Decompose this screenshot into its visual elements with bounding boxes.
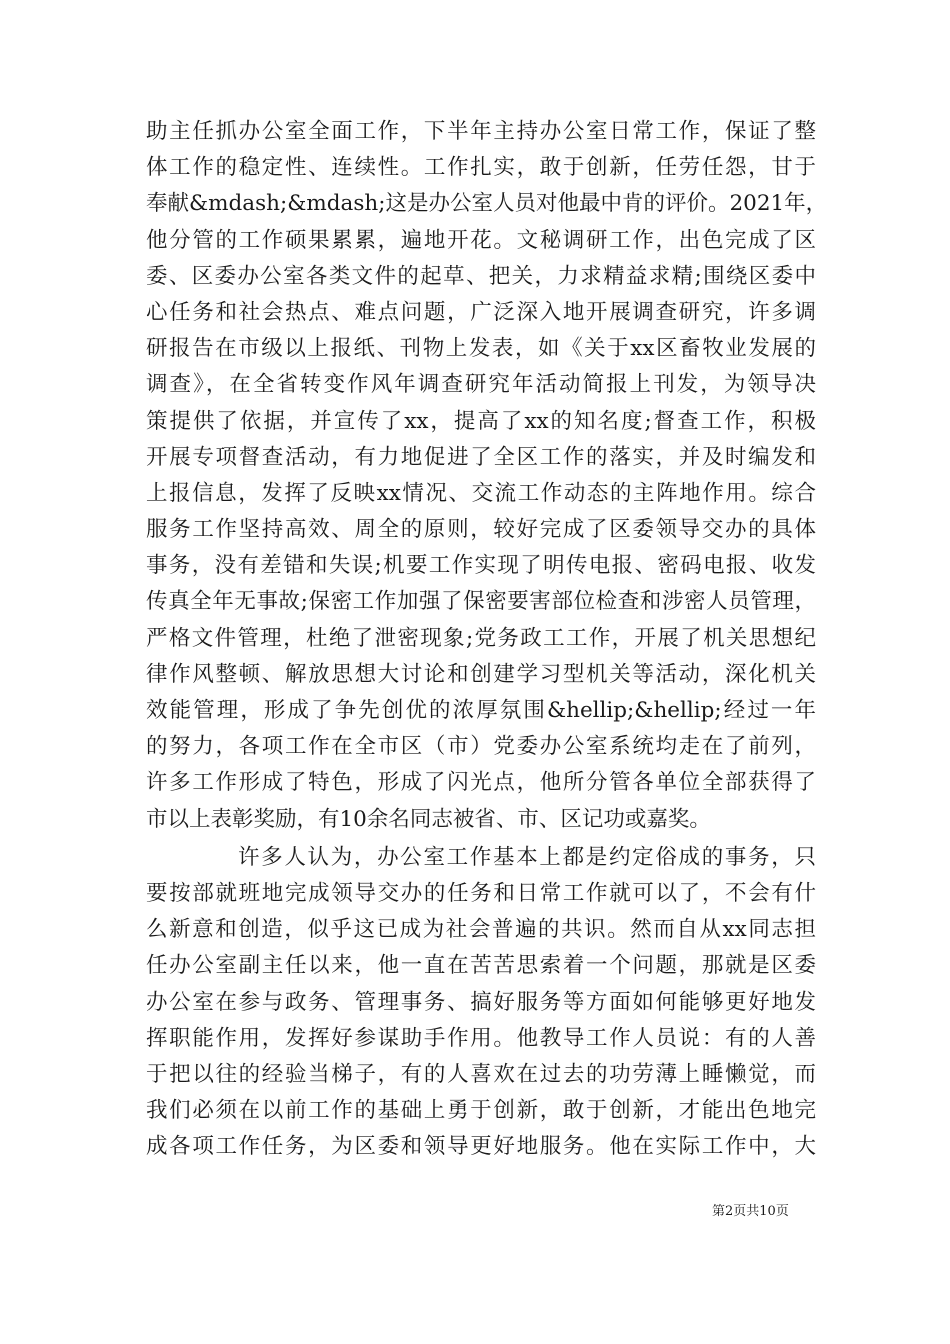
text-line: 任办公室副主任以来，他一直在苦苦思索着一个问题，那就是区委 (146, 953, 816, 979)
text-line: 我们必须在以前工作的基础上勇于创新，敢于创新，才能出色地完 (146, 1098, 816, 1124)
text-line: 心任务和社会热点、难点问题，广泛深入地开展调查研究，许多调 (146, 299, 816, 325)
text-line: 奉献&mdash;&mdash;这是办公室人员对他最中肯的评价。2021年， (146, 191, 828, 217)
text-line: 开展专项督查活动，有力地促进了全区工作的落实，并及时编发和 (146, 444, 816, 470)
text-line: 么新意和创造，似乎这已成为社会普遍的共识。然而自从xx同志担 (146, 917, 816, 943)
text-line: 服务工作坚持高效、周全的原则，较好完成了区委领导交办的具体 (146, 517, 816, 543)
text-line: 要按部就班地完成领导交办的任务和日常工作就可以了，不会有什 (146, 880, 816, 906)
paragraph-2 (146, 840, 816, 1166)
text-line: 他分管的工作硕果累累，遍地开花。文秘调研工作，出色完成了区 (146, 227, 816, 253)
paragraph-1 (146, 114, 828, 838)
body-text (146, 114, 828, 1165)
text-line: 调查》，在全省转变作风年调查研究年活动简报上刊发，为领导决 (146, 372, 816, 398)
text-line: 于把以往的经验当梯子，有的人喜欢在过去的功劳薄上睡懒觉，而 (146, 1061, 816, 1087)
text-line: 办公室在参与政务、管理事务、搞好服务等方面如何能够更好地发 (146, 989, 816, 1015)
text-line: 体工作的稳定性、连续性。工作扎实，敢于创新，任劳任怨，甘于 (146, 155, 816, 181)
text-line: 传真全年无事故;保密工作加强了保密要害部位检查和涉密人员管理， (146, 589, 816, 615)
text-line: 市以上表彰奖励，有10余名同志被省、市、区记功或嘉奖。 (146, 806, 711, 832)
text-line: 成各项工作任务，为区委和领导更好地服务。他在实际工作中，大 (146, 1134, 816, 1160)
text-line: 助主任抓办公室全面工作，下半年主持办公室日常工作，保证了整 (146, 119, 816, 144)
text-line: 效能管理，形成了争先创优的浓厚氛围&hellip;&hellip;经过一年 (146, 698, 816, 723)
text-line: 律作风整顿、解放思想大讨论和创建学习型机关等活动，深化机关 (146, 661, 816, 687)
text-line: 事务，没有差错和失误;机要工作实现了明传电报、密码电报、收发 (146, 553, 816, 579)
text-line: 策提供了依据，并宣传了xx，提高了xx的知名度;督查工作，积极 (146, 408, 816, 434)
text-line: 的努力，各项工作在全市区（市）党委办公室系统均走在了前列， (146, 734, 816, 760)
page-number: 第2页共10页 (712, 1204, 789, 1219)
text-line: 研报告在市级以上报纸、刊物上发表，如《关于xx区畜牧业发展的 (146, 336, 816, 362)
text-line: 许多工作形成了特色，形成了闪光点，他所分管各单位全部获得了 (146, 770, 816, 796)
text-line: 许多人认为，办公室工作基本上都是约定俗成的事务，只 (238, 844, 816, 870)
text-line: 挥职能作用，发挥好参谋助手作用。他教导工作人员说：有的人善 (146, 1025, 816, 1051)
text-line: 委、区委办公室各类文件的起草、把关，力求精益求精;围绕区委中 (146, 263, 816, 289)
text-line: 上报信息，发挥了反映xx情况、交流工作动态的主阵地作用。综合 (146, 480, 816, 506)
text-line: 严格文件管理，杜绝了泄密现象;党务政工工作，开展了机关思想纪 (146, 625, 816, 651)
